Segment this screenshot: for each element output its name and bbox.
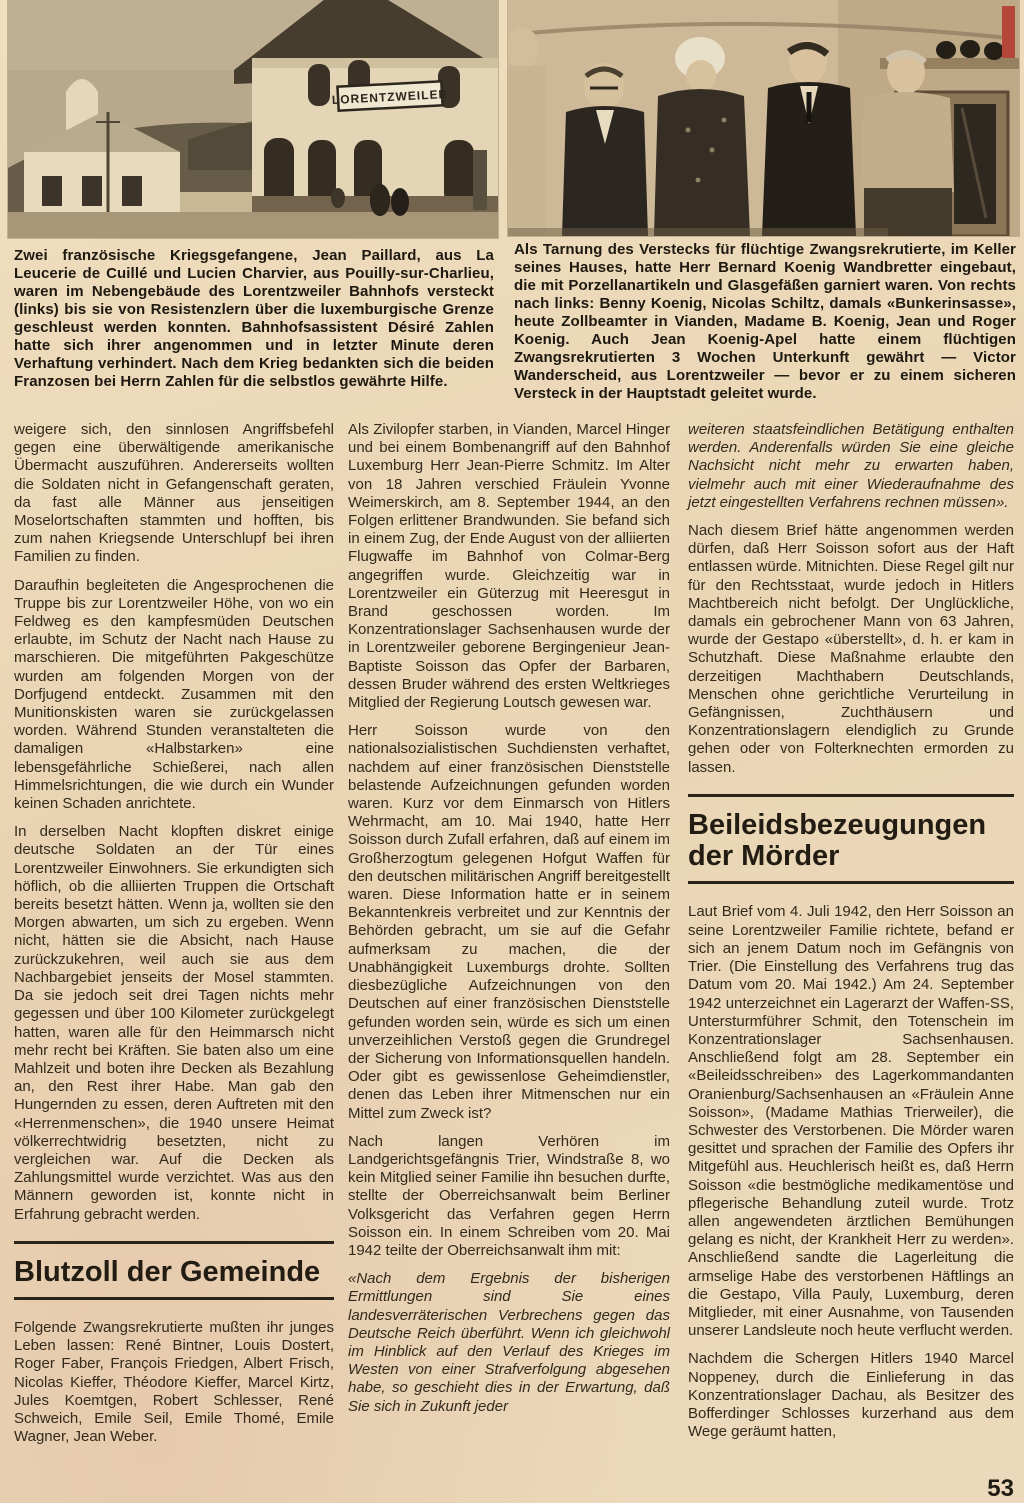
section-heading-beileid: Beileidsbezeugungen der Mörder	[688, 794, 1014, 885]
column-2	[348, 421, 670, 1426]
red-corner-sticker	[1002, 6, 1015, 58]
body-paragraph: Nach langen Verhören im Landgerichtsgefängnis Trier, Windstraße 8, wo kein Mitglied seiner Familie ihn besuchen durfte, stellte der Oberreichsanwalt beim Berliner Volksgericht das Verfahren gegen Herrn Soisson ein. In einem Schreiben vom 20. Mai 1942 teilte der Oberreichsanwalt ihm mit:	[348, 1132, 670, 1259]
body-paragraph: Nachdem die Schergen Hitlers 1940 Marcel Noppeney, durch die Einlieferung in das Konzentrationslager Dachau, als Besitzer des Bofferdinger Schlosses kurzerhand aus dem Wege geräumt hatten,	[688, 1350, 1014, 1441]
quote-paragraph: «Nach dem Ergebnis der bisherigen Ermittlungen sind Sie eines landesverräterischen Verbrechens gegen das Deutsche Reich überführt. Wenn ich gleichwohl im Hinblick auf den Verlauf des Krieges im Westen von einer Strafverfolgung abgesehen habe, so geschieht dies in der Erwartung, daß Sie sich in Zukunft jeder	[348, 1270, 670, 1415]
body-paragraph: In derselben Nacht klopften diskret einige deutsche Soldaten an der Tür eines Lorentzweiler Einwohners. Sie erkundigten sich höflich, ob die alliierten Truppen die Ortschaft bereits besetzt hätten. Wenn ja, wollten sie den Morgen abwarten, um sich zu ergeben. Wenn nicht, hätten sie die Absicht, nach Hause zurückzukehren, weil auch sie aus dem Nachbargebiet jenseits der Mosel stammten. Da sie jedoch seit drei Tagen nichts mehr gegessen und über 100 Kilometer zurückgelegt hatten, waren alle für den Heimmarsch nicht mehr recht bei Kräften. Sie baten also um eine Mahlzeit und boten ihre Decken als Bezahlung an, den Rest ihrer Habe. Man gab den Hungernden zu essen, deren Auftreten mit den «Herrenmenschen», die 1940 unsere Heimat völkerrechtwidrig besetzten, nicht zu vergleichen war. Auf die Decken als Zahlungsmittel wurde verzichtet. Was aus den Männern geworden ist, konnte nicht in Erfahrung gebracht werden.	[14, 823, 334, 1223]
quote-paragraph-end: weiteren staatsfeindlichen Betätigung enthalten werden. Anderenfalls würden Sie eine gleiche Nachsicht nicht mehr zu erwarten haben, vielmehr auch mit einer Wiederaufnahme des jetzt eingestellten Verfahrens rechnen müssen».	[688, 421, 1014, 511]
photo-left-station	[8, 0, 498, 238]
body-paragraph: Laut Brief vom 4. Juli 1942, den Herr Soisson an seine Lorentzweiler Familie richtete, befand er sich an jenem Datum noch im Gefängnis von Trier. (Die Einstellung des Verfahrens trug das Datum vom 20. Mai 1942.) Am 24. September 1942 unterzeichnet ein Lagerarzt der Waffen-SS, Untersturmführer Schmit, den Totenschein im Konzentrationslager Sachsenhausen. Anschließend folgt am 28. September ein «Beileidsschreiben» des Lagerkommandanten Oranienburg/Sachsenhausen an «Fräulein Anne Soisson», (Madame Mathias Trierweiler), die Schwester des Verstorbenen. Die Mörder waren gesittet und sprachen der Familie des Opfers ihr Mitgefühl aus. Heuchlerisch heißt es, daß Herrn Soisson «die bestmögliche medikamentöse und pflegerische Behandlung zuteil wurde. Trotz allen angewendeten ärztlichen Bemühungen gelang es nicht, der Krankheit Herr zu werden». Anschließend sandte die Lagerleitung die armselige Habe des verstorbenen Häftlings an die Gestapo, Villa Pauly, Luxemburg, deren Mitglieder, mit einer Ausnahme, von Tausenden unserer Landsleute noch heute verflucht werden.	[688, 903, 1014, 1340]
station-photo-illustration	[8, 0, 498, 238]
station-sign-text: LORENTZWEILER	[331, 86, 449, 108]
body-paragraph: Daraufhin begleiteten die Angesprochenen die Truppe bis zur Lorentzweiler Höhe, von wo ein Feldweg es den kampfesmüden Deutschen erlaubte, im Schutz der Nacht nach Hause zu marschieren. Die mitgeführten Pakgeschütze wurden am folgenden Morgen von der Dorfjugend entdeckt. Zusammen mit den Munitionskisten waren sie zurückgelassen worden. Während Stunden veranstalteten die damaligen «Halbstarken» eine lebensgefährliche Schießerei, nach allen Himmelsrichtungen, die wie durch ein Wunder keinen Schaden anrichtete.	[14, 576, 334, 813]
photo-right-cellar	[508, 0, 1019, 236]
body-paragraph: weigere sich, den sinnlosen Angriffsbefehl gegen eine überwältigende amerikanische Übermacht auszuführen. Andererseits wollten die Soldaten nicht in Gefangenschaft geraten, da fast alle Männer aus jenseitigen Moselortschaften stammten und hofften, bis zum nahen Kriegsende Unterschlupf bei ihren Familien zu finden.	[14, 421, 334, 566]
column-3	[688, 421, 1014, 1451]
page-number: 53	[987, 1475, 1014, 1502]
caption-left: Zwei französische Kriegsgefangene, Jean Paillard, aus La Leucerie de Cuillé und Lucien Charvier, aus Pouilly-sur-Charlieu, waren im Nebengebäude des Lorentzweiler Bahnhofs versteckt (links) bis sie von Resistenzlern über die luxemburgische Grenze geschleust werden konnten. Bahnhofsassistent Désiré Zahlen hatte sich ihrer angenommen und in letzter Minute deren Verhaftung verhindert. Nach dem Krieg bedankten sich die beiden Franzosen bei Herrn Zahlen für die selbstlos gewährte Hilfe.	[14, 247, 494, 390]
column-1	[14, 421, 334, 1456]
cellar-photo-illustration	[508, 0, 1019, 236]
body-paragraph: Nach diesem Brief hätte angenommen werden dürfen, daß Herr Soisson sofort aus der Haft entlassen würde. Mitnichten. Diese Regel gilt nur für den Rechtsstaat, wurde jedoch in Hitlers Machtbereich nicht befolgt. Der Unglückliche, damals ein gebrochener Mann von 63 Jahren, wurde der Gestapo «überstellt», d. h. er kam in Schutzhaft. Diese Maßnahme erlaubte den derzeitigen Machthabern Deutschlands, Menschen ohne gerichtliche Verurteilung in Gefängnissen, Zuchthäusern und Konzentrationslagern elendiglich zu Grunde gehen oder von Folterknechten ermorden zu lassen.	[688, 522, 1014, 776]
caption-right: Als Tarnung des Verstecks für flüchtige Zwangsrekrutierte, im Keller seines Hauses, hatte Herr Bernard Koenig Wandbretter eingebaut, die mit Porzellanartikeln und Glasgefäßen garniert waren. Von rechts nach links: Benny Koenig, Nicolas Schiltz, damals «Bunkerinsasse», heute Zollbeamter in Vianden, Madame B. Koenig, Jean und Roger Koenig. Auch Jean Koenig-Apel hatte einem flüchtigen Zwangsrekrutierten 3 Wochen Unterkunft gewährt — Victor Wanderscheid, aus Lorentzweiler — bevor er zu einem sicheren Versteck in der Hauptstadt geleitet wurde.	[514, 241, 1016, 402]
victims-list-paragraph: Folgende Zwangsrekrutierte mußten ihr junges Leben lassen: René Bintner, Louis Dostert, Roger Faber, François Friedgen, Albert Frisch, Nicolas Kieffer, Théodore Kieffer, Marcel Kirtz, Jules Koemtgen, Robert Schlesser, René Schweich, Emile Seil, Emile Thomé, Emile Wagner, Jean Weber.	[14, 1319, 334, 1446]
section-heading-blutzoll: Blutzoll der Gemeinde	[14, 1241, 334, 1300]
body-paragraph: Als Zivilopfer starben, in Vianden, Marcel Hinger und bei einem Bombenangriff auf den Bahnhof Luxemburg Herr Jean-Pierre Schmitz. Im Alter von 18 Jahren verschied Fräulein Yvonne Weimerskirch, am 8. September 1944, an den Folgen erlittener Brandwunden. Sie befand sich in einem Zug, der Ende August von der alliierten Flugwaffe im Bahnhof von Colmar-Berg angegriffen wurde. Gleichzeitig war in Lorentzweiler ein Güterzug mit Heeresgut in Brand geschossen worden. Im Konzentrationslager Sachsenhausen wurde der in Lorentzweiler geborene Bergingenieur Jean-Baptiste Soisson das Opfer der Barbaren, dessen Bruder während des ersten Weltkrieges Mitglied der Regierung Loutsch gewesen war.	[348, 421, 670, 712]
body-paragraph: Herr Soisson wurde von den nationalsozialistischen Suchdiensten verhaftet, nachdem auf einer französischen Dienststelle belastende Aufzeichnungen gefunden worden waren. Kurz vor dem Einmarsch von Hitlers Wehrmacht, am 10. Mai 1940, hatte Herr Soisson durch Zufall erfahren, daß auf einem im Großherzogtum gelegenen Hofgut Waffen für den deutschen militärischen Angriff bereitgestellt waren. Diese Information hatte er in seinem Bekanntenkreis verbreitet und zur Kenntnis der Behörden gebracht, um sie auf die Gefahr aufmerksam zu machen, die der Unabhängigkeit Luxemburgs drohte. Sollten diesbezügliche Aufzeichnungen von den Deutschen auf einer französischen Dienststelle gefunden worden sein, würde es sich um einen unverzeihlichen Verstoß gegen die Grundregel der Sicherung von Informationsquellen handeln. Oder gibt es gewissenlose Geheimdienstler, denen das Leben ihrer Mitmenschen nur ein Mittel zum Zweck ist?	[348, 722, 670, 1122]
